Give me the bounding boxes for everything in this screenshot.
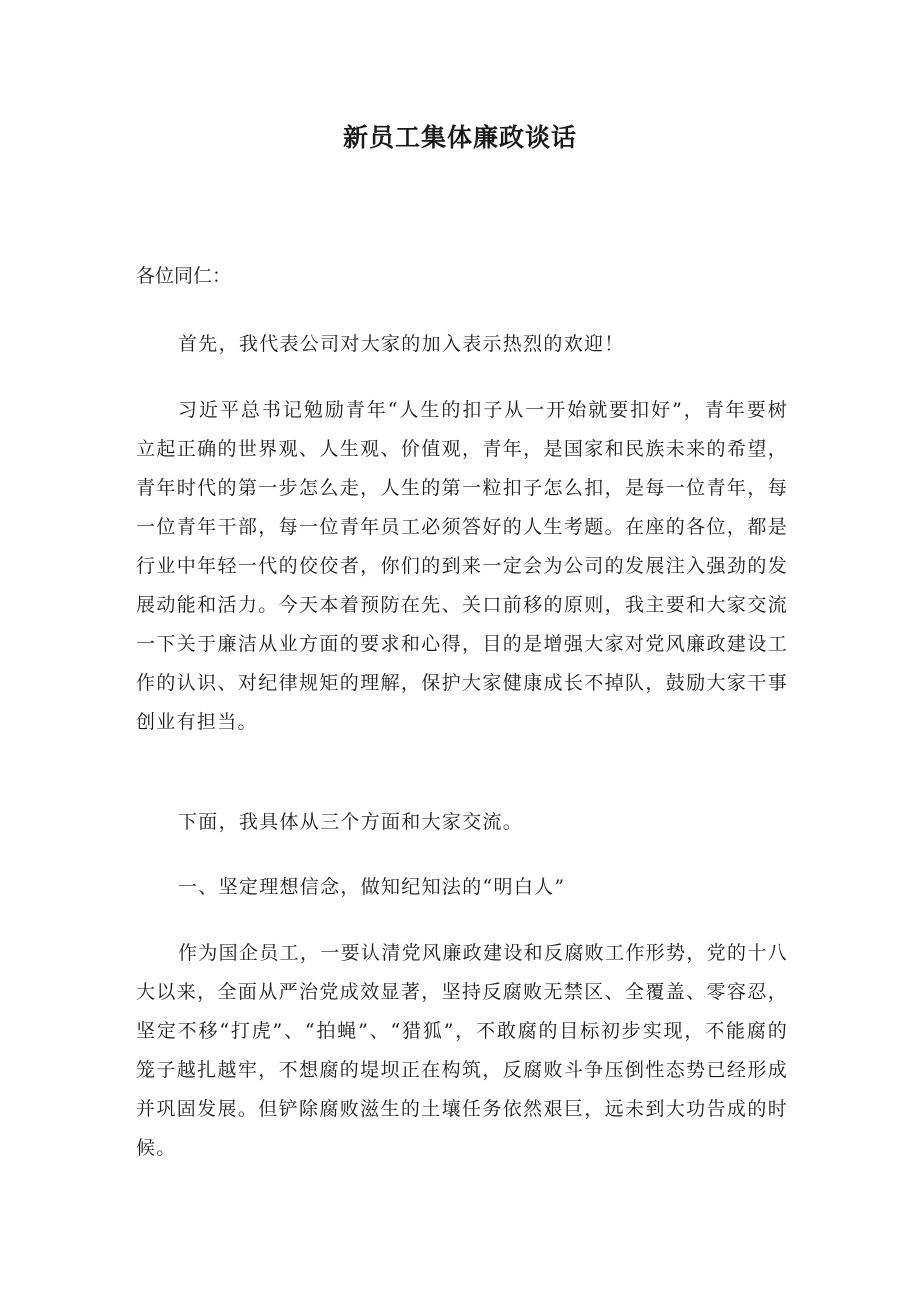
- paragraph-anticorruption-situation: 作为国企员工，一要认清党风廉政建设和反腐败工作形势，党的十八大以来，全面从严治党成效显著，坚持反腐败无禁区、全覆盖、零容忍，坚定不移“打虎”、“拍蝇”、“猎狐”，不敢腐的目标初步实现，不能腐的笼子越扎越牢，不想腐的堤坝正在构筑，反腐败斗争压倒性态势已经形成并巩固发展。但铲除腐败滋生的土壤任务依然艰巨，远未到大功告成的时候。: [136, 942, 788, 1159]
- paragraph-three-aspects: 下面，我具体从三个方面和大家交流。: [178, 811, 524, 833]
- paragraph-welcome: 首先，我代表公司对大家的加入表示热烈的欢迎！: [178, 333, 625, 355]
- section-heading-one: 一、坚定理想信念，做知纪知法的“明白人”: [178, 876, 566, 898]
- document-title: 新员工集体廉政谈话: [342, 123, 577, 152]
- paragraph-youth-values: 习近平总书记勉励青年“人生的扣子从一开始就要扣好”，青年要树立起正确的世界观、人生观、价值观，青年，是国家和民族未来的希望，青年时代的第一步怎么走，人生的第一粒扣子怎么扣，是每一位青年，每一位青年干部，每一位青年员工必须答好的人生考题。在座的各位，都是行业中年轻一代的佼佼者，你们的到来一定会为公司的发展注入强劲的发展动能和活力。今天本着预防在先、关口前移的原则，我主要和大家交流一下关于廉洁从业方面的要求和心得，目的是增强大家对党风廉政建设工作的认识、对纪律规矩的理解，保护大家健康成长不掉队，鼓励大家干事创业有担当。: [136, 399, 788, 733]
- salutation: 各位同仁：: [136, 265, 232, 287]
